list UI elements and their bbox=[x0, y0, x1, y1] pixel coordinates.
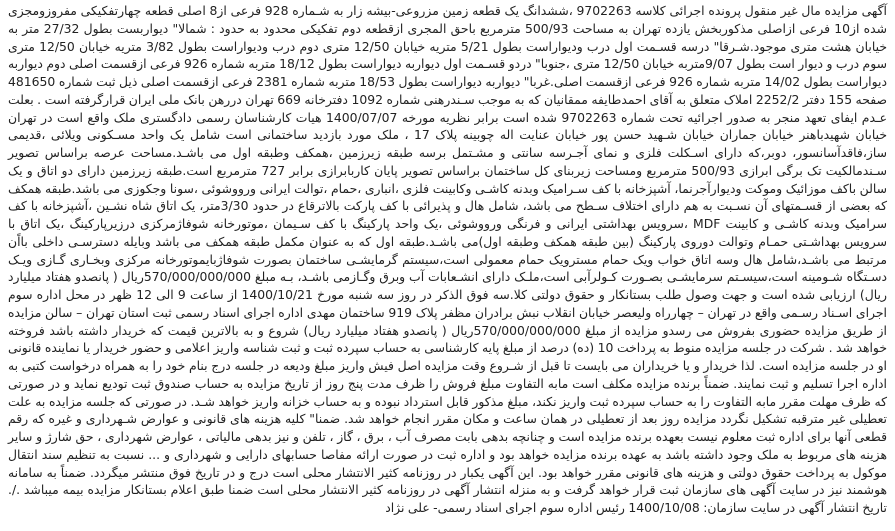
auction-notice-text: آگهی مزایده مال غیر منقول پرونده اجرائی کلاسه 9702263 ،ششدانگ یک قطعه زمین مزروعی-بیشه زار به شـماره 928 فرعی از8 اصلی قطعه چهارتفکیکی مفروزومجزی شده از10 فرعی ازاصلی مذکوربخش یازده تهران به مساحت 500/93 مترمربع باحق المجری ازقطعه دوم تفکیکی محدود به حدود : شمالا" دیواربست بطول 27/32 متر به خیابان هشت متری موجود.شـرقا" درسه قسـمت اول درب ودیواراست بطول 5/21 متریه خیابان 12/50 متری دوم درب ودیواراست بطول 3/82 متریه خیابان 12/50 متری سوم درب و دیوار است بطول 9/07متربه خیابان 12/50 متری ،جنوبا" دردو قسـمت اول دیواربه دیواراست بطول 18/12 متربه شماره 926 فرعی ازقسمت اصلی دوم دیواربه دیواراست بطول 14/02 متربه شماره 926 فرعی ازقسمت اصلی.غربا" دیواربه دیواراست بطول 18/53 متربه شماره 2381 فرعی ازقسمت اصلی ذیل ثبت شماره 481650 صفحه 155 دفتر 2252/2 املاک متعلق به آقای احمدطایفه ممقانیان که به موجب سـندرهنی شماره 1092 دفترخانه 669 تهران دررهن بانک ملی ایران قرارگرفته است . بعلت عـدم ایفای تعهد منجر به صدور اجرائیه تحت شماره 9702263 شده است برابر نظریه مورخه 1400/07/07 هیات کارشناسان رسمی دادگستری ملک واقع است در تهران خیابان شهیدباهنر خیابان جماران خیابان شـهید حسن پور خیابان عنایت اله چوبینه پلاک 17 ، ملک مورد بازدید ساختمانی است شامل یک واحد مسـکونی ویلائی ،قدیمی ساز،فاقدآسانسور، دوبر،که دارای اسـکلت فلزی و نمای آجـرسه سانتی و مشـتمل برسه طبقه زیرزمین ،همکف وطبقه اول می باشـد.مساحت عرصه براساس تصویر سـندمالکیت تک برگی ابرازی 500/93 مترمربع ومساحت زیربنای کل ساختمان براساس تصویر پایان کاربابرازی برابر 727 مترمربع است.طبقه زیرزمین دارای دو اتاق و یک سالن باکف موزائیک وموکت ودیوارآجرنما، آشپزخانه با کف سـرامیک وبدنه کاشـی وکابینت فلزی ،انباری ،حمام ،توالت ایرانی ورووشوئی ،سونا وجکوزی می باشد.طبقه همکف که بعضی از قسـمتهای آن نسـبت به هم دارای اختلاف سـطح می باشد، شامل هال و پذیرائی با کف پارکت بالاترقاع در حدود 3/30متر، یک اتاق شاه نشـین ،آشپزخانه با کف سرامیک وبدنه کاشـی و کابینت MDF ،سرویس بهداشتی ایرانی و فرنگی ورووشوئی ،یک واحد پارکینگ با کف سـیمان ،موتورخانه شوفاژمرکزی درزیرپارکینگ ،یک اتاق با سرویس بهداشـتی حمـام وتوالت دوروی پارکینگ (بین طبقه همکف وطبقه اول)می باشـد.طبقه اول که به عنوان مکمل طبقه همکف می باشد وبایله دسترسـی داخلی بااًن مرتبط می باشـد،شامل هال وسه اتاق خواب ویک حمام مسترویک حمام معمولی است،سیستم گرمایشـی ساختمان بصورت شوفاژبایموتورخانه مرکزی وبخـاری گـازی ویـک دسـتگاه شـومینه است،سیسـتم سرمایشـی بصـورت کـولرآبی است،ملـک دارای انشـعابات آب وبرق وگـازمی باشـد، بـه مبلغ 570/000/000/000ریال ( پانصدو هفتاد میلیارد ریال) ارزیابی شده است و جهت وصول طلب بستانکار و حقوق دولتی کلا.سه فوق الذکر در روز سه شنبه مورخ 1400/10/21 از ساعت 9 الی 12 ظهر در محل اداره سوم اجرای اسـناد رسـمی واقع در تهران – چهارراه ولیعصر خیابان انقلاب نبش برادران مظفر پلاک 919 ساختمان مهدی اداره اجرای اسناد رسمی ثبت استان تهران – سالن مزایده از طریق مزایده حضوری بفروش می رسدو مزایده از مبلغ 570/000/000/000ریال ( پانصدو هفتاد میلیارد ریال) شروع و به بالاترین قیمت که خریدار داشته باشد فروخته خواهد شد . شرکت در جلسه مزایده منوط به پرداخت 10 (ده) درصد از مبلغ پایه کارشناسی به حساب سپرده ثبت و ثبت شناسه واریز اعلامی و حضور خریدار یا نماینده قانونی او در جلسه مزایده است. لذا خریدار و یا خریداران می بایست تا قبل از شـروع وقت مزایده اصل فیش واریز مبلغ ودیعه در جلسه درج بنام خود را به همراه درخواست کتبی به اداره اجرا تسلیم و ثبت نمایند. ضمناً برنده مزایده مکلف است مابه التفاوت مبلغ فروش را ظرف مدت پنج روز از تاریخ مزایده به حساب صندوق ثبت تودیع نماید و در صورتی که ظرف مهلت مقرر مابه التفاوت را به حساب سپرده ثبت واریز نکند، مبلغ مذکور قابل استرداد نبوده و به حساب خزانه واریز خواهد شـد. در صورتی که جلسه مزایده به علت تعطیلی غیر مترقبه تشکیل نگردد مزایده روز بعد از تعطیلی در همان ساعت و مکان مقرر انجام خواهد شد. ضمنا" کلیه هزینه های قانونی و عوارض شـهرداری و غیره که رقم قطعی آنها برای اداره ثبت معلوم نیست بعهده برنده مزایده است و چنانچه بدهی بابت مصرف آب ، برق ، گاز ، تلفن و نیز بدهی مالیاتی ، عوارض شهرداری ، حق شارژ و سایر هزینه های مربوط به ملک وجود داشته باشد به عهده برنده مزایده خواهد بود و اداره ثبت در صورت ارائه مفاصا حسابهای دارایی و شهرداری و ... نسبت به تنظیم سند انتقال موکول به پرداخت حقوق دولتی و هزینه های قانونی مقرر خواهد بود. این آگهی یکبار در روزنامه کثیر الانتشار محلی است درج و در تاریخ فوق منتشر میگردد. ضمناً به سامانه هوشمند نیز در سایت آگهی های سازمان ثبت قرار خواهد گرفت و به منزله انتشار آگهی در روزنامه کثیر الانتشار محلی است ضمنا طبق اعلام بستانکار مزایده بیمه میباشد ./. تاریخ انتشار آگهی در سایت سازمان: 1400/10/08 رئیس اداره سوم اجرای اسناد رسمی- علی نژاد bbox=[8, 3, 887, 515]
